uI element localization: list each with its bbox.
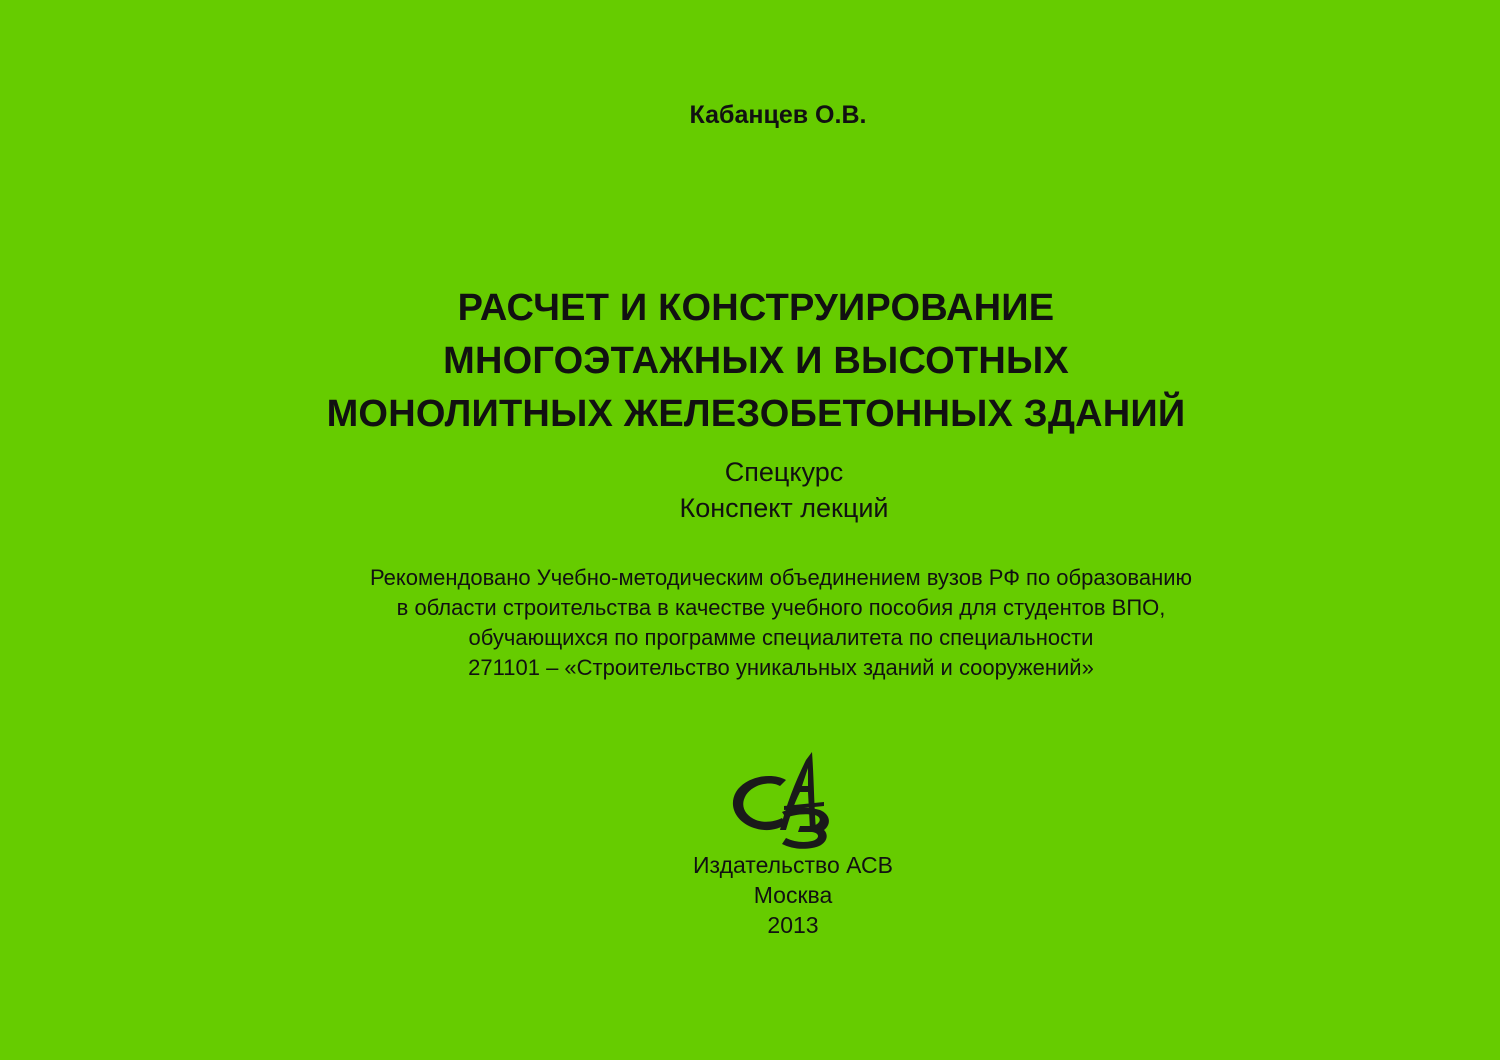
title-line-2: МНОГОЭТАЖНЫХ И ВЫСОТНЫХ	[443, 340, 1069, 382]
publisher-city: Москва	[753, 882, 833, 908]
publisher-asv-monogram-icon	[724, 750, 836, 850]
author-name: Кабанцев О.В.	[689, 101, 867, 129]
book-title	[0, 282, 1500, 441]
recommendation-line-4: 271101 – «Строительство уникальных зданий и сооружений»	[468, 655, 1094, 680]
subtitle-lecture-notes: Конспект лекций	[679, 493, 889, 523]
recommendation-text	[0, 563, 1500, 683]
recommendation-line-2: в области строительства в качестве учебного пособия для студентов ВПО,	[396, 595, 1166, 620]
subtitle-course: Спецкурс	[724, 457, 844, 487]
recommendation-line-1: Рекомендовано Учебно-методическим объединением вузов РФ по образованию	[369, 565, 1193, 590]
title-line-1: РАСЧЕТ И КОНСТРУИРОВАНИЕ	[457, 287, 1055, 329]
publisher-name: Издательство АСВ	[693, 852, 893, 878]
title-line-3: МОНОЛИТНЫХ ЖЕЛЕЗОБЕТОННЫХ ЗДАНИЙ	[326, 393, 1186, 435]
recommendation-line-3: обучающихся по программе специалитета по специальности	[468, 625, 1094, 650]
publication-year: 2013	[767, 912, 819, 938]
publisher-info	[0, 850, 1500, 940]
book-subtitle	[0, 454, 1500, 526]
